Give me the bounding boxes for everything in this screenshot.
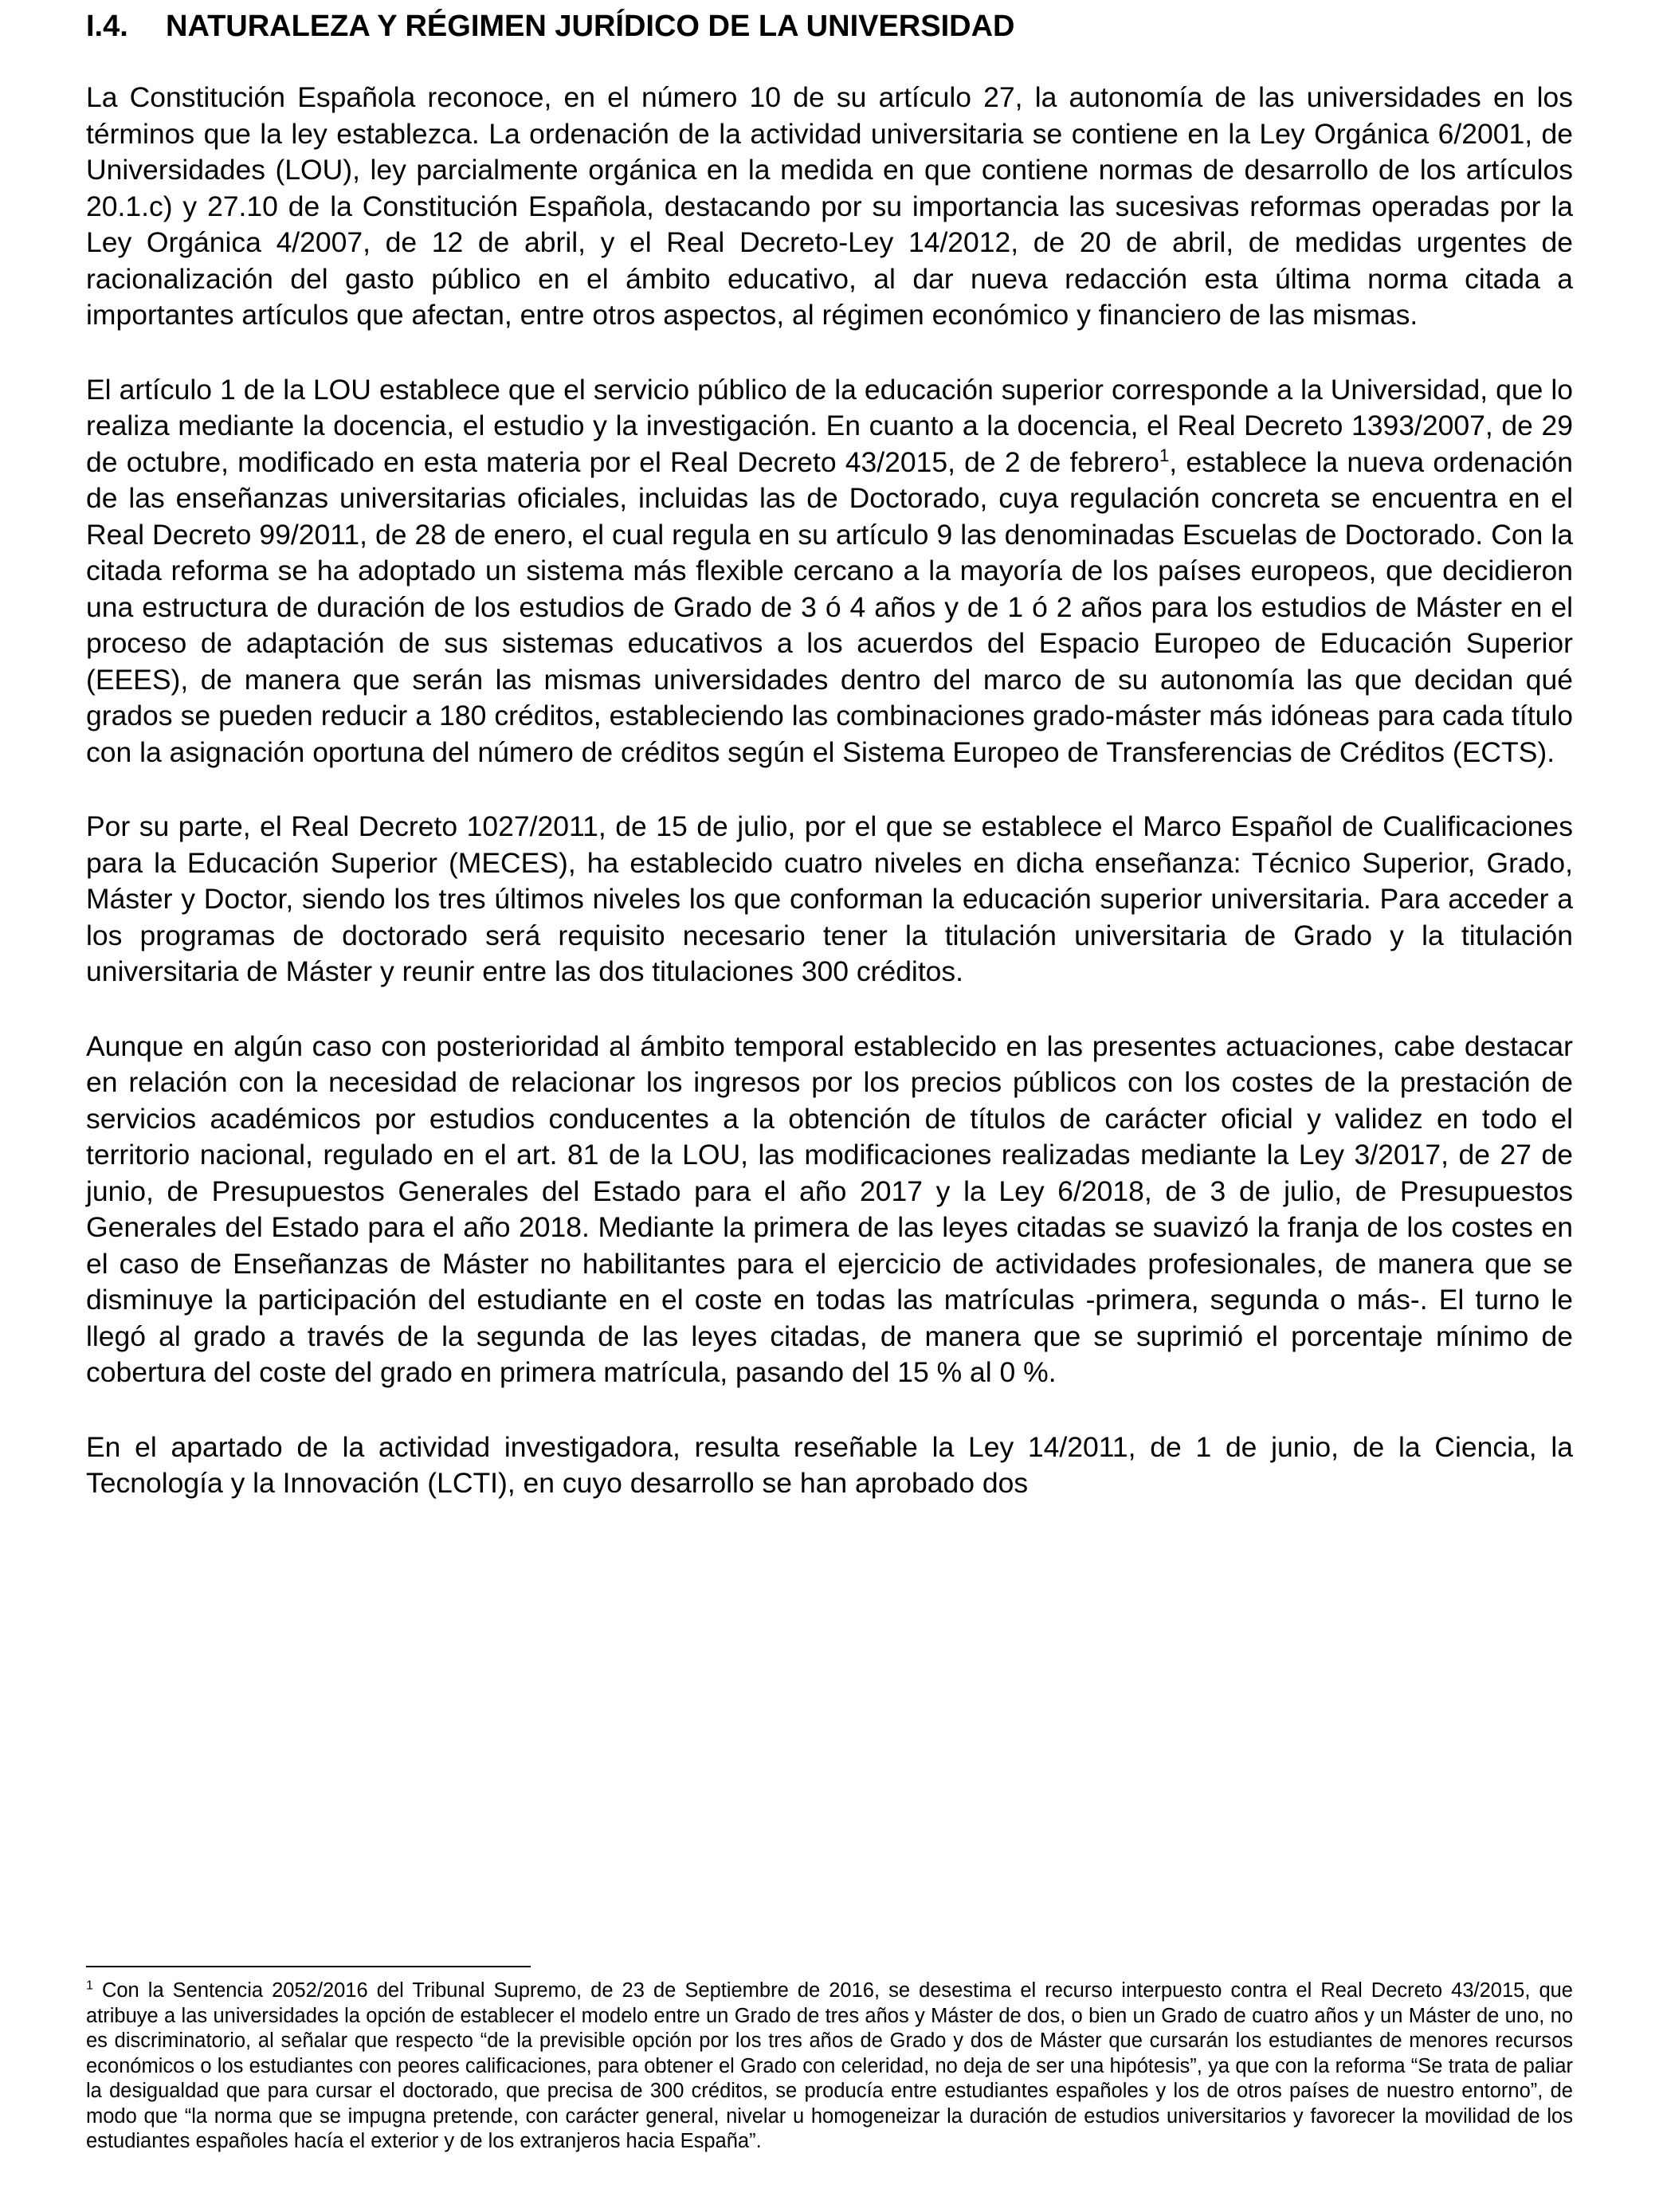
section-heading — [86, 6, 1014, 46]
footnote-text: Con la Sentencia 2052/2016 del Tribunal Supremo, de 23 de Septiembre de 2016, se desestima el recurso interpuesto contra el Real Decreto 43/2015, que atribuye a las universidades la opción de establecer el modelo entre un Grado de tres años y Máster de dos, o bien un Grado de cuatro años y un Máster de uno, no es discriminatorio, al señalar que respecto “de la previsible opción por los tres años de Grado y dos de Máster que cursarán los estudiantes de menores recursos económicos o los estudiantes con peores calificaciones, para obtener el Grado con celeridad, no deja de ser una hipótesis”, ya que con la reforma “Se trata de paliar la desigualdad que para cursar el doctorado, que precisa de 300 créditos, se producía entre estudiantes españoles y los de otros países de nuestro entorno”, de modo que “la norma que se impugna pretende, con carácter general, nivelar u homogeneizar la duración de estudios universitarios y favorecer la movilidad de los estudiantes españoles hacía el exterior y de los extranjeros hacia España”. — [86, 1979, 1573, 2152]
paragraph-lou-docencia — [86, 372, 1573, 771]
footnote — [86, 1979, 1573, 2155]
paragraph-text-before-footnote: El artículo 1 de la LOU establece que el servicio público de la educación superior corresponde a la Universidad, que lo realiza mediante la docencia, el estudio y la investigación. En cuanto a la docencia, el Real Decreto 1393/2007, de 29 de octubre, modificado en esta materia por el Real Decreto 43/2015, de 2 de febrero — [86, 373, 1573, 478]
paragraph-meces: Por su parte, el Real Decreto 1027/2011, de 15 de julio, por el que se establece el Marco Español de Cualificaciones para la Educación Superior (MECES), ha establecido cuatro niveles en dicha enseñanza: Técnico Superior, Grado, Máster y Doctor, siendo los tres últimos niveles los que conforman la educación superior universitaria. Para acceder a los programas de doctorado será requisito necesario tener la titulación universitaria de Grado y la titulación universitaria de Máster y reunir entre las dos titulaciones 300 créditos. — [86, 810, 1573, 987]
paragraph-constitucion: La Constitución Española reconoce, en el número 10 de su artículo 27, la autonomía de las universidades en los términos que la ley establezca. La ordenación de la actividad universitaria se contiene en la Ley Orgánica 6/2001, de Universidades (LOU), ley parcialmente orgánica en la medida en que contiene normas de desarrollo de los artículos 20.1.c) y 27.10 de la Constitución Española, destacando por su importancia las sucesivas reformas operadas por la Ley Orgánica 4/2007, de 12 de abril, y el Real Decreto-Ley 14/2012, de 20 de abril, de medidas urgentes de racionalización del gasto público en el ámbito educativo, al dar nueva redacción esta última norma citada a importantes artículos que afectan, entre otros aspectos, al régimen económico y financiero de las mismas. — [86, 81, 1573, 331]
footnote-marker: 1 — [86, 1979, 93, 1993]
footnote-reference[interactable]: 1 — [1159, 445, 1170, 465]
paragraph-text-after-footnote: , establece la nueva ordenación de las enseñanzas universitarias oficiales, incluidas las de Doctorado, cuya regulación concreta se encuentra en el Real Decreto 99/2011, de 28 de enero, el cual regula en su artículo 9 las denominadas Escuelas de Doctorado. Con la citada reforma se ha adoptado un sistema más flexible cercano a la mayoría de los países europeos, que decidieron una estructura de duración de los estudios de Grado de 3 ó 4 años y de 1 ó 2 años para los estudios de Máster en el proceso de adaptación de sus sistemas educativos a los acuerdos del Espacio Europeo de Educación Superior (EEES), de manera que serán las mismas universidades dentro del marco de su autonomía las que decidan qué grados se pueden reducir a 180 créditos, estableciendo las combinaciones grado-máster más idóneas para cada título con la asignación oportuna del número de créditos según el Sistema Europeo de Transferencias de Créditos (ECTS). — [86, 445, 1573, 768]
document-page — [86, 0, 1573, 2212]
section-number: I.4. — [86, 10, 128, 43]
paragraph-investigacion: En el apartado de la actividad investigadora, resulta reseñable la Ley 14/2011, de 1 de junio, de la Ciencia, la Tecnología y la Innovación (LCTI), en cuyo desarrollo se han aprobado dos — [86, 1430, 1573, 1499]
section-title: NATURALEZA Y RÉGIMEN JURÍDICO DE LA UNIVERSIDAD — [166, 10, 1015, 43]
paragraph-precios-publicos: Aunque en algún caso con posterioridad al ámbito temporal establecido en las presentes actuaciones, cabe destacar en relación con la necesidad de relacionar los ingresos por los precios públicos con los costes de la prestación de servicios académicos por estudios conducentes a la obtención de títulos de carácter oficial y validez en todo el territorio nacional, regulado en el art. 81 de la LOU, las modificaciones realizadas mediante la Ley 3/2017, de 27 de junio, de Presupuestos Generales del Estado para el año 2017 y la Ley 6/2018, de 3 de julio, de Presupuestos Generales del Estado para el año 2018. Mediante la primera de las leyes citadas se suavizó la franja de los costes en el caso de Enseñanzas de Máster no habilitantes para el ejercicio de actividades profesionales, de manera que se disminuye la participación del estudiante en el coste en todas las matrículas -primera, segunda o más-. El turno le llegó al grado a través de la segunda de las leyes citadas, de manera que se suprimió el porcentaje mínimo de cobertura del coste del grado en primera matrícula, pasando del 15 % al 0 %. — [86, 1030, 1573, 1388]
body-text — [86, 80, 1573, 1540]
footnote-separator — [86, 1966, 531, 1967]
